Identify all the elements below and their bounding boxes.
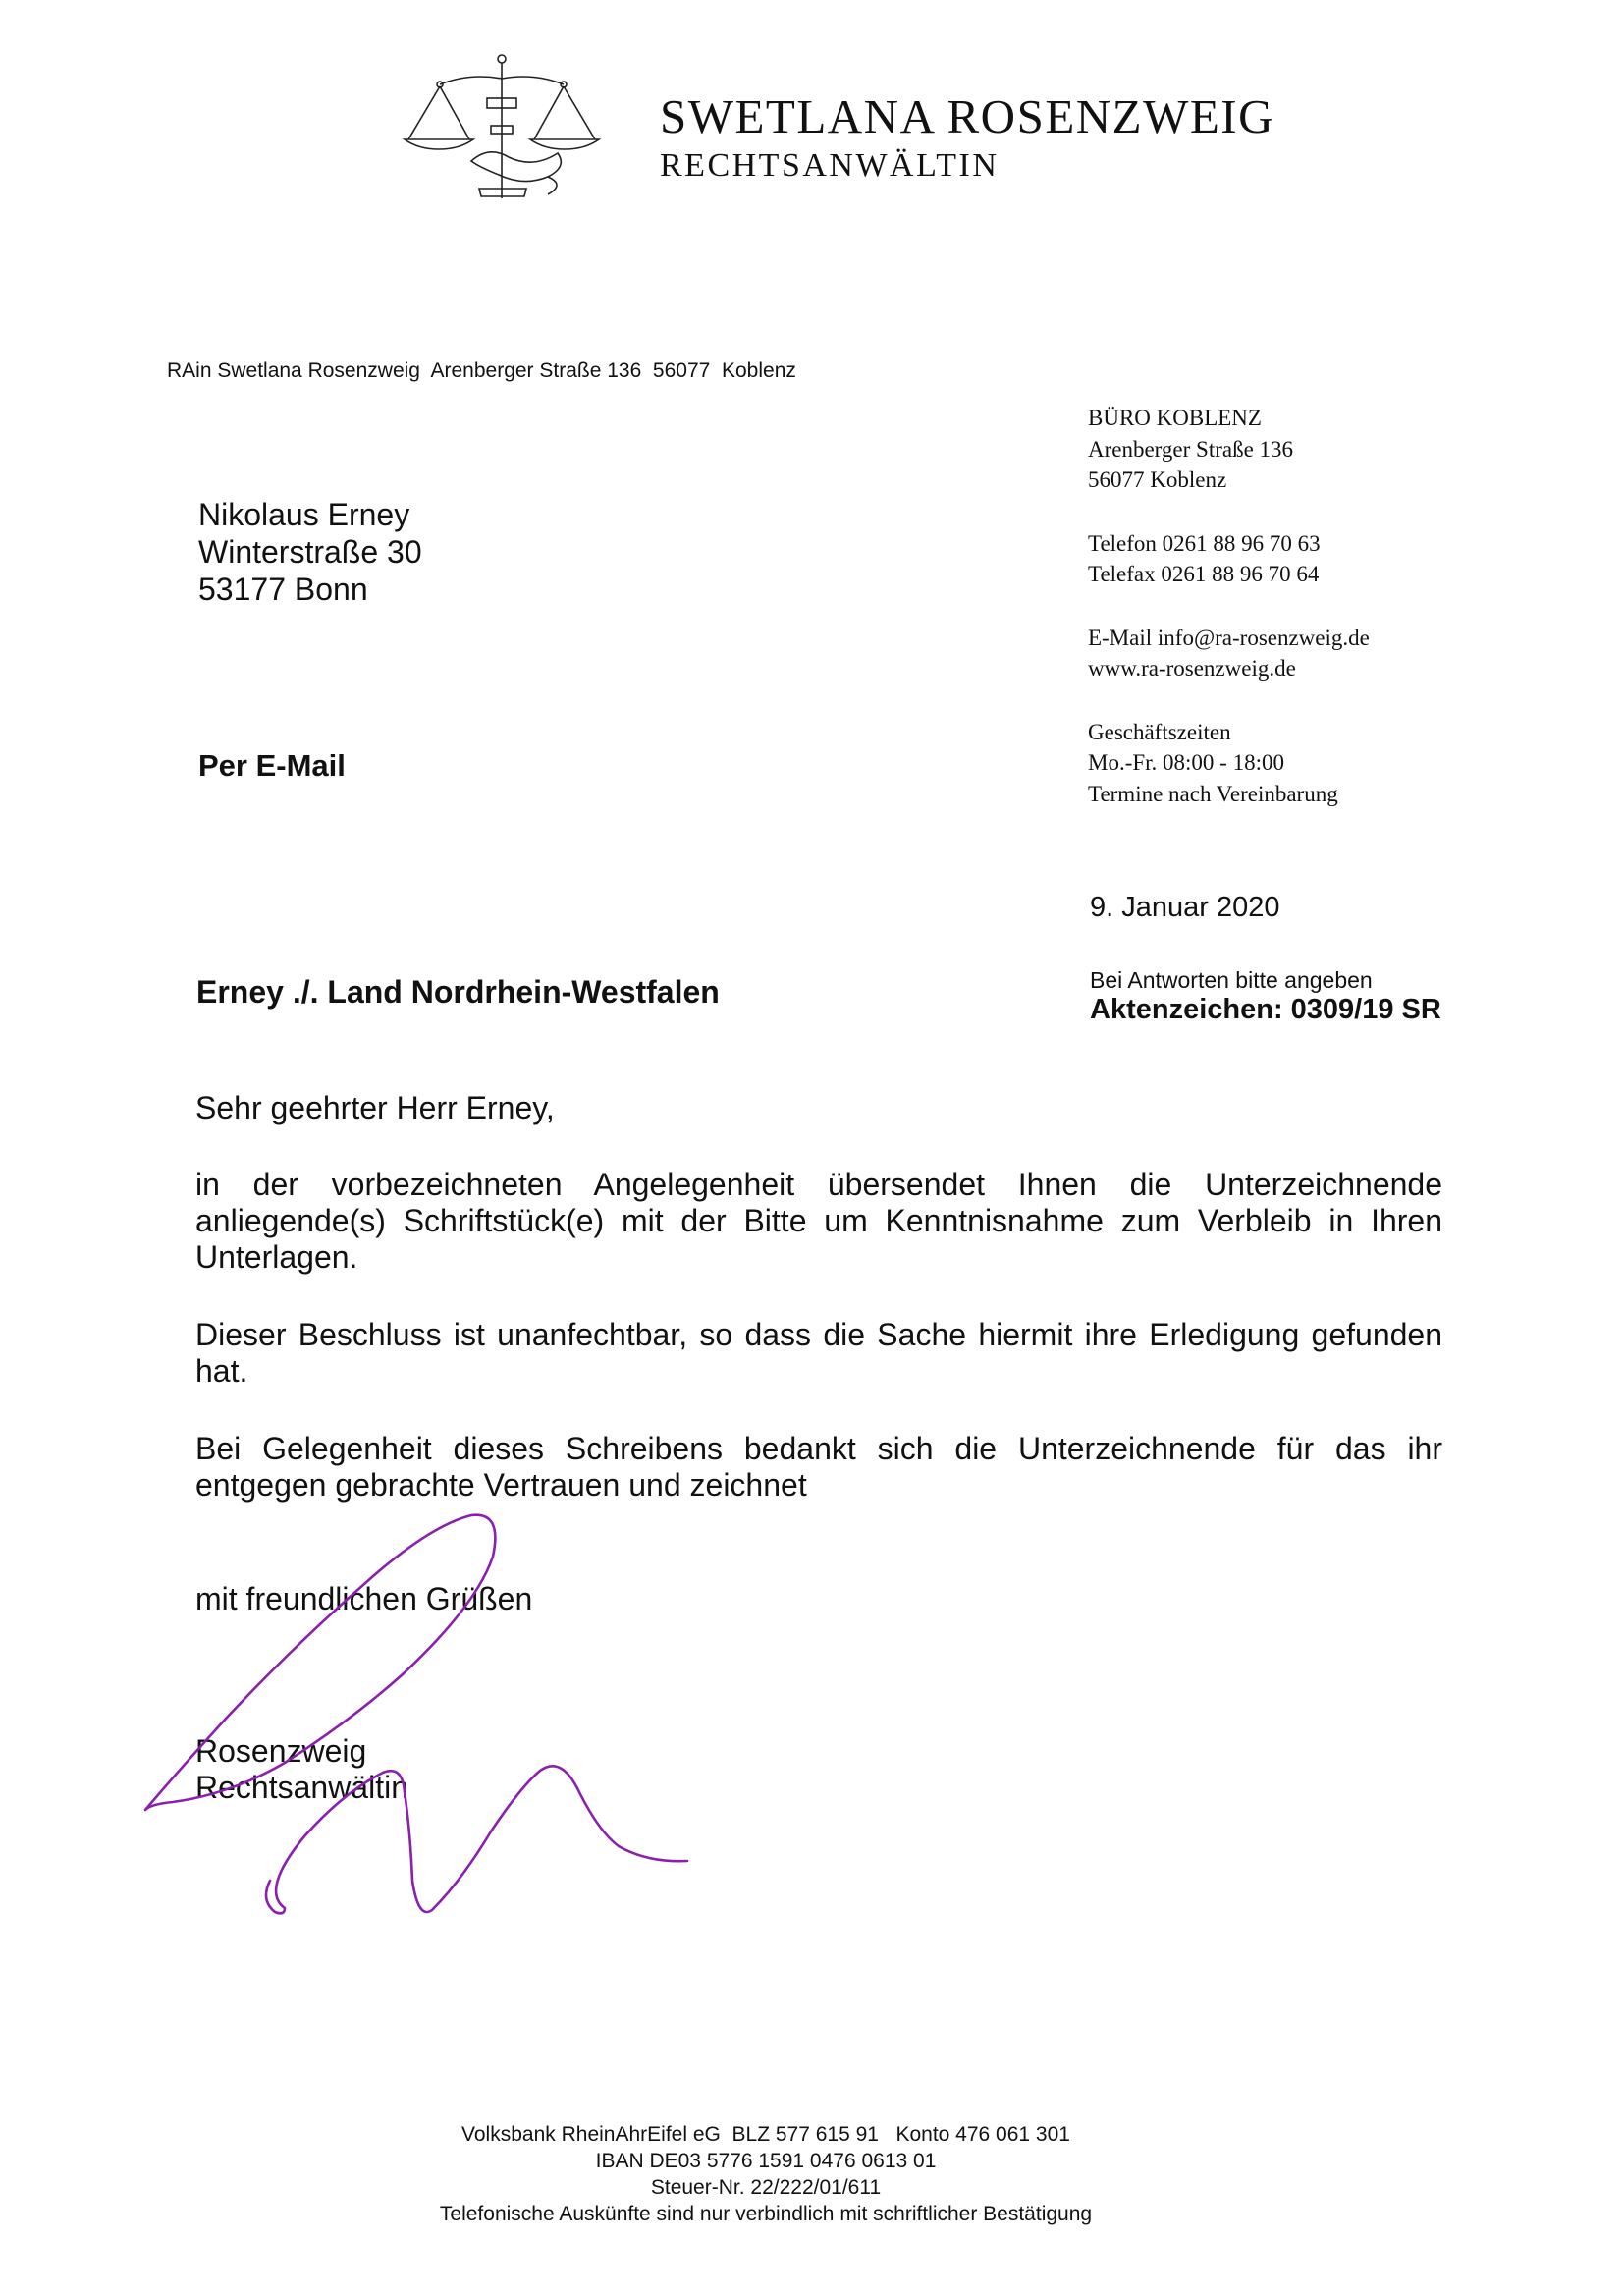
office-fax: Telefax 0261 88 96 70 64 [1088,562,1320,586]
office-street: Arenberger Straße 136 [1088,436,1294,462]
letter-date: 9. Januar 2020 [1090,892,1280,923]
footer-bank: Volksbank RheinAhrEifel eG BLZ 577 615 91 Konto 476 061 301 [461,2123,1070,2146]
office-phone: Telefon 0261 88 96 70 63 [1088,530,1321,556]
footer [0,2121,1532,2227]
office-web: www.ra-rosenzweig.de [1088,656,1296,681]
body-paragraph: in der vorbezeichneten Angelegenheit übersendet Ihnen die Unterzeichnende anliegende(s) Schriftstück(e) mit der Bitte um Kenntnisnahme zum Verbleib in Ihren Unterlagen. [195,1167,1442,1275]
office-info [1088,403,1370,809]
footer-iban: IBAN DE03 5776 1591 0476 0613 01 [595,2150,937,2172]
recipient-name: Nikolaus Erney [198,497,410,532]
body-paragraph: Bei Gelegenheit dieses Schreibens bedankt sich die Unterzeichnende für das ihr entgegen gebrachte Vertrauen und zeichnet [195,1431,1442,1503]
scales-of-justice-icon [401,51,603,206]
reference-number: Aktenzeichen: 0309/19 SR [1090,994,1441,1025]
subject-line: Erney ./. Land Nordrhein-Westfalen [196,974,720,1010]
salutation: Sehr geehrter Herr Erney, [195,1090,555,1125]
signer-name: Rosenzweig [195,1733,367,1769]
office-city: 56077 Koblenz [1088,467,1227,492]
firm-name: SWETLANA ROSENZWEIG [660,89,1274,143]
footer-tax: Steuer-Nr. 22/222/01/611 [650,2176,882,2199]
office-hours: Mo.-Fr. 08:00 - 18:00 [1088,750,1284,775]
handwritten-signature [137,1507,746,1940]
reference-hint: Bei Antworten bitte angeben [1090,967,1373,993]
delivery-method: Per E-Mail [198,748,346,783]
office-email: E-Mail info@ra-rosenzweig.de [1088,625,1370,650]
recipient-street: Winterstraße 30 [198,534,422,570]
body-paragraph: Dieser Beschluss ist unanfechtbar, so dass die Sache hiermit ihre Erledigung gefunden hat. [195,1317,1442,1389]
office-appointments: Termine nach Vereinbarung [1088,781,1338,806]
firm-title: RECHTSANWÄLTIN [660,147,1000,184]
return-address: RAin Swetlana Rosenzweig Arenberger Straße 136 56077 Koblenz [167,359,796,382]
recipient-address [198,496,422,608]
signer-title: Rechtsanwältin [195,1770,408,1805]
office-label: BÜRO KOBLENZ [1088,406,1262,430]
recipient-city: 53177 Bonn [198,572,368,607]
office-hours-label: Geschäftszeiten [1088,719,1231,744]
footer-note: Telefonische Auskünfte sind nur verbindlich mit schriftlicher Bestätigung [439,2203,1093,2225]
closing: mit freundlichen Grüßen [195,1581,533,1616]
